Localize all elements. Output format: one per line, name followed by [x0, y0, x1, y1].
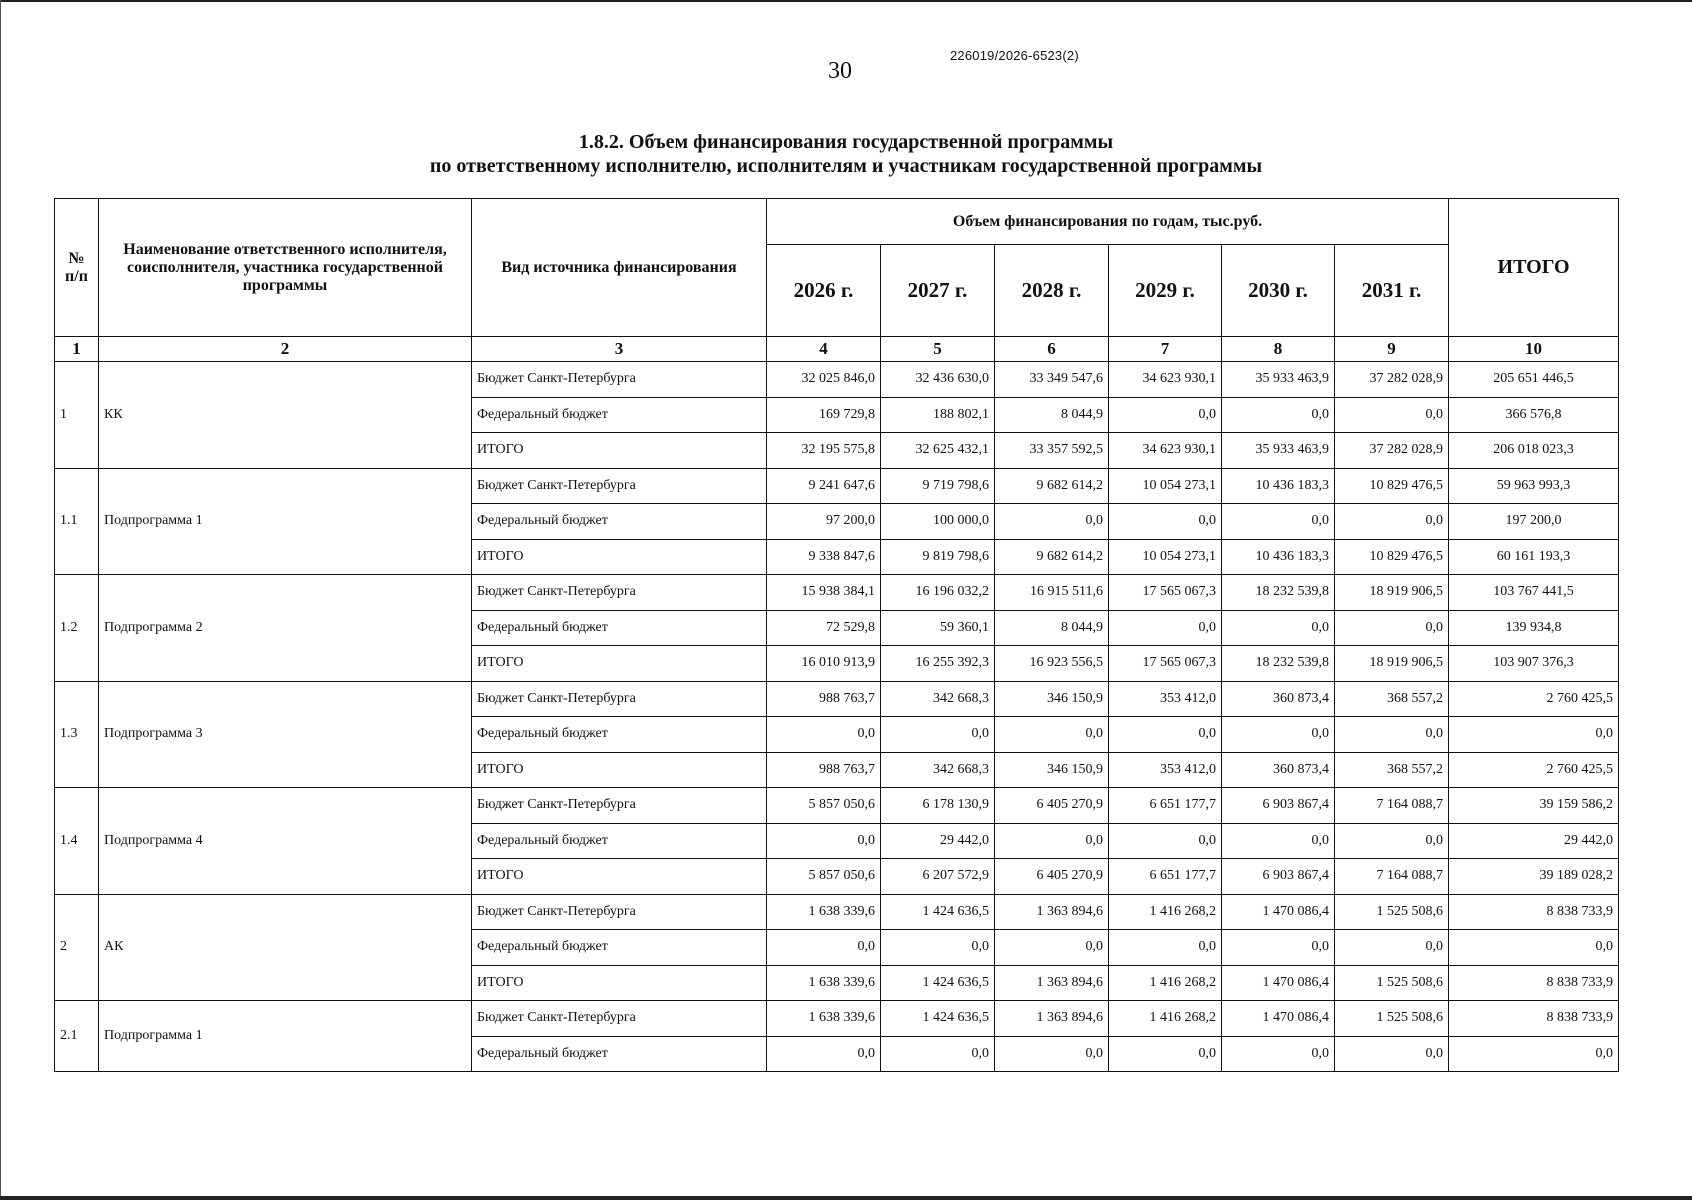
row-number: 1 [55, 362, 99, 469]
table-row [55, 575, 1619, 611]
year-value: 15 938 384,1 [767, 575, 881, 611]
title-line-2: по ответственному исполнителю, исполнителям и участникам государственной программы [429, 155, 1263, 177]
year-value: 32 625 432,1 [881, 433, 995, 469]
row-total: 2 760 425,5 [1449, 681, 1619, 717]
row-number: 2.1 [55, 1001, 99, 1072]
funding-source: Федеральный бюджет [472, 1036, 767, 1072]
year-value: 342 668,3 [881, 752, 995, 788]
row-total: 39 159 586,2 [1449, 788, 1619, 824]
year-value: 1 525 508,6 [1335, 894, 1449, 930]
funding-source: Федеральный бюджет [472, 610, 767, 646]
header-source: Вид источника финансирования [472, 199, 767, 337]
year-value: 10 054 273,1 [1109, 468, 1222, 504]
funding-source: Бюджет Санкт-Петербурга [472, 575, 767, 611]
year-value: 0,0 [1109, 823, 1222, 859]
year-value: 0,0 [1222, 397, 1335, 433]
year-value: 1 424 636,5 [881, 1001, 995, 1037]
year-value: 35 933 463,9 [1222, 362, 1335, 398]
year-value: 368 557,2 [1335, 681, 1449, 717]
year-value: 360 873,4 [1222, 681, 1335, 717]
financing-table [54, 198, 1619, 1072]
year-value: 9 819 798,6 [881, 539, 995, 575]
row-total: 103 907 376,3 [1449, 646, 1619, 682]
year-value: 32 025 846,0 [767, 362, 881, 398]
year-value: 32 195 575,8 [767, 433, 881, 469]
year-value: 368 557,2 [1335, 752, 1449, 788]
year-value: 32 436 630,0 [881, 362, 995, 398]
year-value: 342 668,3 [881, 681, 995, 717]
year-value: 34 623 930,1 [1109, 362, 1222, 398]
year-value: 18 919 906,5 [1335, 646, 1449, 682]
year-value: 0,0 [1335, 610, 1449, 646]
year-value: 1 424 636,5 [881, 965, 995, 1001]
year-value: 1 363 894,6 [995, 894, 1109, 930]
executor-name: КК [99, 362, 472, 469]
row-total: 8 838 733,9 [1449, 894, 1619, 930]
year-value: 8 044,9 [995, 397, 1109, 433]
funding-source: ИТОГО [472, 433, 767, 469]
header-year: 2028 г. [995, 245, 1109, 337]
column-number: 6 [995, 337, 1109, 362]
column-number: 4 [767, 337, 881, 362]
year-value: 10 829 476,5 [1335, 468, 1449, 504]
year-value: 1 638 339,6 [767, 1001, 881, 1037]
table-row [55, 468, 1619, 504]
year-value: 10 829 476,5 [1335, 539, 1449, 575]
year-value: 9 338 847,6 [767, 539, 881, 575]
column-number: 2 [99, 337, 472, 362]
year-value: 1 525 508,6 [1335, 1001, 1449, 1037]
year-value: 18 232 539,8 [1222, 575, 1335, 611]
bottom-border-line [0, 1196, 1692, 1200]
row-total: 2 760 425,5 [1449, 752, 1619, 788]
funding-source: Бюджет Санкт-Петербурга [472, 1001, 767, 1037]
year-value: 0,0 [1222, 930, 1335, 966]
year-value: 1 416 268,2 [1109, 894, 1222, 930]
page-number: 30 [828, 58, 852, 84]
year-value: 8 044,9 [995, 610, 1109, 646]
year-value: 0,0 [1222, 823, 1335, 859]
row-total: 139 934,8 [1449, 610, 1619, 646]
year-value: 169 729,8 [767, 397, 881, 433]
year-value: 0,0 [1222, 717, 1335, 753]
year-value: 0,0 [995, 1036, 1109, 1072]
row-total: 39 189 028,2 [1449, 859, 1619, 895]
column-number: 5 [881, 337, 995, 362]
column-number: 10 [1449, 337, 1619, 362]
year-value: 346 150,9 [995, 752, 1109, 788]
year-value: 0,0 [1222, 610, 1335, 646]
year-value: 7 164 088,7 [1335, 859, 1449, 895]
year-value: 0,0 [1109, 717, 1222, 753]
header-year: 2029 г. [1109, 245, 1222, 337]
year-value: 18 919 906,5 [1335, 575, 1449, 611]
top-border-line [0, 0, 1692, 2]
column-number: 1 [55, 337, 99, 362]
year-value: 1 470 086,4 [1222, 1001, 1335, 1037]
funding-source: Бюджет Санкт-Петербурга [472, 362, 767, 398]
year-value: 0,0 [1109, 1036, 1222, 1072]
column-number: 8 [1222, 337, 1335, 362]
table-row [55, 788, 1619, 824]
year-value: 1 470 086,4 [1222, 965, 1335, 1001]
year-value: 6 651 177,7 [1109, 859, 1222, 895]
year-value: 59 360,1 [881, 610, 995, 646]
header-year: 2030 г. [1222, 245, 1335, 337]
row-number: 1.2 [55, 575, 99, 682]
year-value: 6 903 867,4 [1222, 859, 1335, 895]
year-value: 0,0 [1222, 1036, 1335, 1072]
table-body [55, 362, 1619, 1072]
row-total: 8 838 733,9 [1449, 965, 1619, 1001]
funding-source: Федеральный бюджет [472, 823, 767, 859]
executor-name: Подпрограмма 3 [99, 681, 472, 788]
executor-name: Подпрограмма 4 [99, 788, 472, 895]
year-value: 346 150,9 [995, 681, 1109, 717]
year-value: 1 638 339,6 [767, 965, 881, 1001]
year-value: 9 682 614,2 [995, 468, 1109, 504]
column-number: 9 [1335, 337, 1449, 362]
year-value: 9 241 647,6 [767, 468, 881, 504]
funding-source: Федеральный бюджет [472, 504, 767, 540]
executor-name: Подпрограмма 1 [99, 1001, 472, 1072]
year-value: 1 638 339,6 [767, 894, 881, 930]
year-value: 0,0 [1335, 397, 1449, 433]
funding-source: ИТОГО [472, 859, 767, 895]
year-value: 0,0 [767, 717, 881, 753]
year-value: 0,0 [881, 1036, 995, 1072]
row-total: 0,0 [1449, 1036, 1619, 1072]
year-value: 17 565 067,3 [1109, 646, 1222, 682]
row-total: 206 018 023,3 [1449, 433, 1619, 469]
year-value: 6 651 177,7 [1109, 788, 1222, 824]
funding-source: Бюджет Санкт-Петербурга [472, 468, 767, 504]
header-name: Наименование ответственного исполнителя, соисполнителя, участника государственной программы [99, 199, 472, 337]
table-row [55, 681, 1619, 717]
year-value: 6 207 572,9 [881, 859, 995, 895]
title-line-1: 1.8.2. Объем финансирования государственной программы [578, 131, 1114, 153]
year-value: 16 923 556,5 [995, 646, 1109, 682]
year-value: 10 436 183,3 [1222, 539, 1335, 575]
year-value: 0,0 [995, 717, 1109, 753]
year-value: 33 357 592,5 [995, 433, 1109, 469]
year-value: 18 232 539,8 [1222, 646, 1335, 682]
column-number: 3 [472, 337, 767, 362]
year-value: 0,0 [995, 823, 1109, 859]
year-value: 0,0 [995, 504, 1109, 540]
year-value: 0,0 [1335, 1036, 1449, 1072]
column-number: 7 [1109, 337, 1222, 362]
year-value: 5 857 050,6 [767, 788, 881, 824]
year-value: 988 763,7 [767, 752, 881, 788]
year-value: 34 623 930,1 [1109, 433, 1222, 469]
year-value: 1 525 508,6 [1335, 965, 1449, 1001]
year-value: 16 196 032,2 [881, 575, 995, 611]
column-number-row [55, 337, 1619, 362]
year-value: 100 000,0 [881, 504, 995, 540]
table-row [55, 1001, 1619, 1037]
year-value: 6 405 270,9 [995, 859, 1109, 895]
year-value: 0,0 [1109, 610, 1222, 646]
year-value: 1 424 636,5 [881, 894, 995, 930]
row-total: 29 442,0 [1449, 823, 1619, 859]
header-volume: Объем финансирования по годам, тыс.руб. [767, 199, 1449, 245]
executor-name: Подпрограмма 2 [99, 575, 472, 682]
year-value: 360 873,4 [1222, 752, 1335, 788]
executor-name: Подпрограмма 1 [99, 468, 472, 575]
year-value: 16 010 913,9 [767, 646, 881, 682]
year-value: 353 412,0 [1109, 681, 1222, 717]
year-value: 16 915 511,6 [995, 575, 1109, 611]
year-value: 0,0 [881, 930, 995, 966]
row-total: 0,0 [1449, 717, 1619, 753]
row-total: 60 161 193,3 [1449, 539, 1619, 575]
year-value: 37 282 028,9 [1335, 433, 1449, 469]
year-value: 0,0 [881, 717, 995, 753]
left-border-line [0, 0, 1, 1200]
row-number: 2 [55, 894, 99, 1001]
table-row [55, 894, 1619, 930]
year-value: 10 054 273,1 [1109, 539, 1222, 575]
row-total: 366 576,8 [1449, 397, 1619, 433]
funding-source: Бюджет Санкт-Петербурга [472, 788, 767, 824]
funding-source: ИТОГО [472, 646, 767, 682]
funding-source: Федеральный бюджет [472, 397, 767, 433]
row-number: 1.4 [55, 788, 99, 895]
year-value: 1 363 894,6 [995, 1001, 1109, 1037]
year-value: 0,0 [1335, 504, 1449, 540]
year-value: 6 405 270,9 [995, 788, 1109, 824]
year-value: 0,0 [1335, 717, 1449, 753]
row-total: 197 200,0 [1449, 504, 1619, 540]
funding-source: ИТОГО [472, 965, 767, 1001]
year-value: 188 802,1 [881, 397, 995, 433]
funding-source: Федеральный бюджет [472, 717, 767, 753]
year-value: 1 470 086,4 [1222, 894, 1335, 930]
header-total: ИТОГО [1449, 199, 1619, 337]
year-value: 35 933 463,9 [1222, 433, 1335, 469]
page-title [300, 130, 1392, 178]
year-value: 0,0 [995, 930, 1109, 966]
year-value: 1 416 268,2 [1109, 1001, 1222, 1037]
year-value: 16 255 392,3 [881, 646, 995, 682]
year-value: 6 903 867,4 [1222, 788, 1335, 824]
row-total: 59 963 993,3 [1449, 468, 1619, 504]
executor-name: АК [99, 894, 472, 1001]
document-code: 226019/2026-6523(2) [950, 48, 1079, 63]
year-value: 1 363 894,6 [995, 965, 1109, 1001]
header-year: 2031 г. [1335, 245, 1449, 337]
row-total: 0,0 [1449, 930, 1619, 966]
header-year: 2027 г. [881, 245, 995, 337]
year-value: 0,0 [1335, 930, 1449, 966]
year-value: 1 416 268,2 [1109, 965, 1222, 1001]
year-value: 10 436 183,3 [1222, 468, 1335, 504]
row-total: 205 651 446,5 [1449, 362, 1619, 398]
row-number: 1.3 [55, 681, 99, 788]
year-value: 72 529,8 [767, 610, 881, 646]
year-value: 37 282 028,9 [1335, 362, 1449, 398]
year-value: 0,0 [767, 823, 881, 859]
year-value: 9 719 798,6 [881, 468, 995, 504]
header-num: № п/п [55, 199, 99, 337]
row-number: 1.1 [55, 468, 99, 575]
year-value: 7 164 088,7 [1335, 788, 1449, 824]
funding-source: ИТОГО [472, 539, 767, 575]
year-value: 0,0 [1222, 504, 1335, 540]
funding-source: Федеральный бюджет [472, 930, 767, 966]
year-value: 0,0 [1109, 504, 1222, 540]
year-value: 0,0 [1335, 823, 1449, 859]
year-value: 17 565 067,3 [1109, 575, 1222, 611]
header-year: 2026 г. [767, 245, 881, 337]
year-value: 353 412,0 [1109, 752, 1222, 788]
row-total: 103 767 441,5 [1449, 575, 1619, 611]
year-value: 0,0 [1109, 397, 1222, 433]
year-value: 988 763,7 [767, 681, 881, 717]
year-value: 9 682 614,2 [995, 539, 1109, 575]
year-value: 33 349 547,6 [995, 362, 1109, 398]
row-total: 8 838 733,9 [1449, 1001, 1619, 1037]
year-value: 0,0 [767, 1036, 881, 1072]
year-value: 5 857 050,6 [767, 859, 881, 895]
funding-source: Бюджет Санкт-Петербурга [472, 681, 767, 717]
year-value: 6 178 130,9 [881, 788, 995, 824]
funding-source: Бюджет Санкт-Петербурга [472, 894, 767, 930]
year-value: 97 200,0 [767, 504, 881, 540]
year-value: 29 442,0 [881, 823, 995, 859]
year-value: 0,0 [1109, 930, 1222, 966]
funding-source: ИТОГО [472, 752, 767, 788]
year-value: 0,0 [767, 930, 881, 966]
table-row [55, 362, 1619, 398]
